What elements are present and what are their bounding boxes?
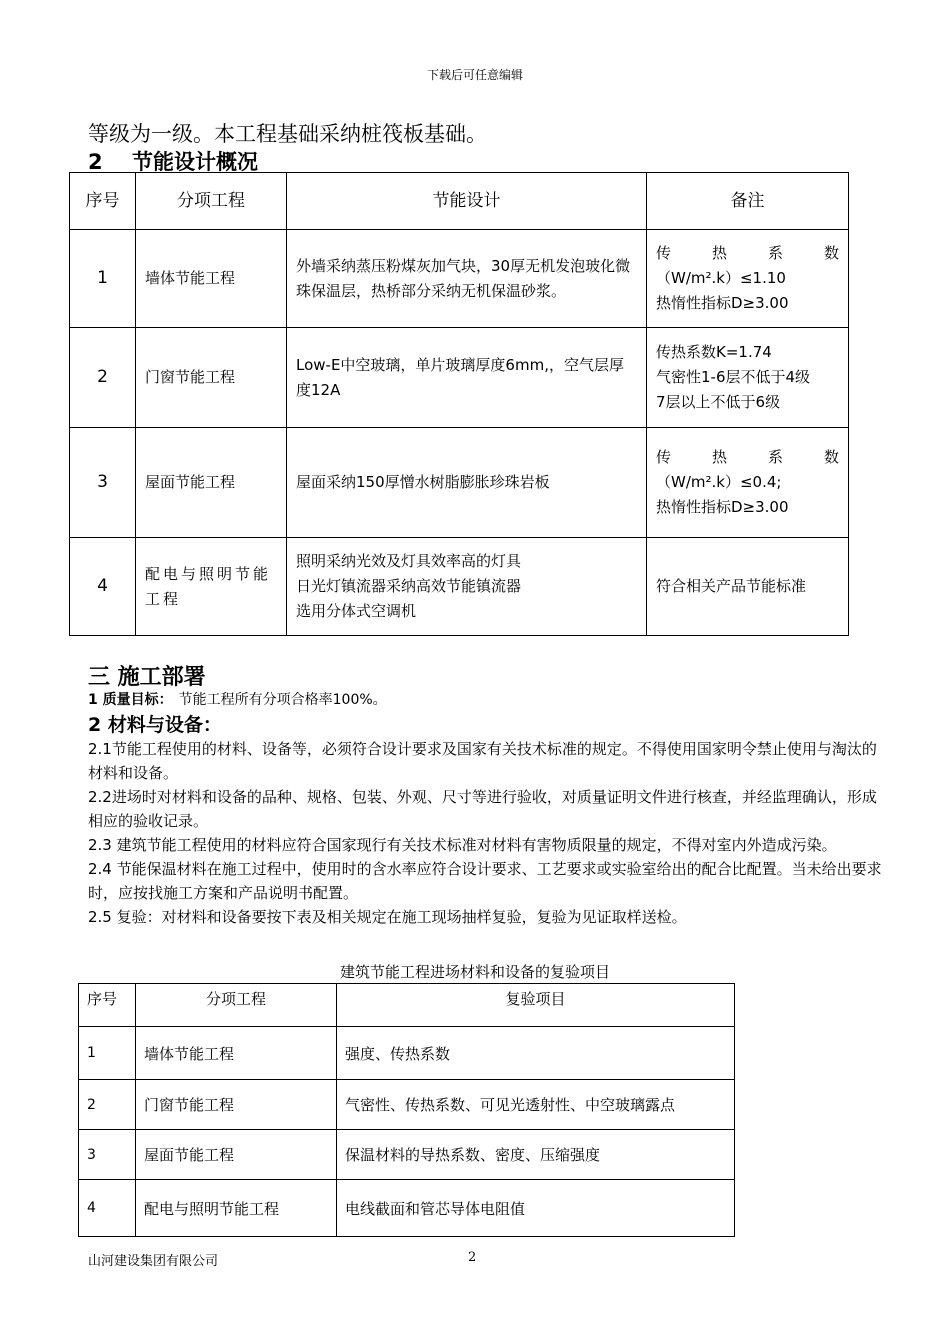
- row-test: 保温材料的导热系数、密度、压缩强度: [337, 1130, 735, 1180]
- note-line: 气密性1-6层不低于4级: [656, 368, 811, 386]
- header-note: 下载后可任意编辑: [426, 68, 523, 82]
- row-test: 气密性、传热系数、可见光透射性、中空玻璃露点: [337, 1080, 735, 1130]
- row-number: 1: [79, 1027, 136, 1080]
- section-title: 节能设计概况: [132, 150, 258, 174]
- paragraph: 2.4 节能保温材料在施工过程中，使用时的含水率应符合设计要求、工艺要求或实验室给出的配合比配置。当未给出要求时，应按找施工方案和产品说明书配置。: [88, 860, 882, 902]
- note-line: 符合相关产品节能标准: [656, 577, 807, 595]
- row-design: [287, 428, 647, 538]
- design-line: 屋面采纳150厚憎水树脂膨胀珍珠岩板: [296, 473, 550, 491]
- header-cell: 节能设计: [287, 173, 647, 230]
- paragraphs: [88, 737, 888, 929]
- note-line: （W/m².k）≤1.10: [656, 269, 786, 287]
- row-number: 3: [79, 1130, 136, 1180]
- footer-company: 山河建设集团有限公司: [88, 1254, 219, 1269]
- page-number: 2: [468, 1250, 477, 1265]
- energy-design-table: [69, 172, 849, 636]
- header-cell: 序号: [70, 173, 136, 230]
- row-note: [647, 328, 849, 428]
- quality-text: 节能工程所有分项合格率100%。: [178, 692, 387, 708]
- row-note: [647, 538, 849, 636]
- note-line: 热惰性指标D≥3.00: [656, 498, 789, 516]
- note-line: 热惰性指标D≥3.00: [656, 294, 789, 312]
- row-design: [287, 328, 647, 428]
- row-item: 屋面节能工程: [136, 1130, 337, 1180]
- table-row: [79, 1027, 735, 1080]
- paragraph: 2.2进场时对材料和设备的品种、规格、包装、外观、尺寸等进行验收，对质量证明文件进行核查，并经监理确认，形成相应的验收记录。: [88, 788, 877, 830]
- table-row: [79, 1130, 735, 1180]
- design-line: 选用分体式空调机: [296, 602, 417, 620]
- quality-label: 1 质量目标：: [88, 692, 173, 708]
- retest-table: [78, 983, 735, 1237]
- note-line: 7层以上不低于6级: [656, 393, 781, 411]
- row-note: [647, 428, 849, 538]
- row-item: 门窗节能工程: [136, 328, 287, 428]
- header-cell: 备注: [647, 173, 849, 230]
- table-header-row: [70, 173, 849, 230]
- row-item: 墙体节能工程: [136, 1027, 337, 1080]
- design-line: 日光灯镇流器采纳高效节能镇流器: [296, 577, 522, 595]
- section-number: 2: [88, 150, 103, 174]
- paragraph: 2.1节能工程使用的材料、设备等，必须符合设计要求及国家有关技术标准的规定。不得使用国家明令禁止使用与淘汰的材料和设备。: [88, 740, 877, 782]
- table-caption: 建筑节能工程进场材料和设备的复验项目: [339, 963, 610, 981]
- row-number: 4: [79, 1180, 136, 1237]
- table-header-row: [79, 984, 735, 1027]
- table-row: [70, 538, 849, 636]
- row-design: [287, 538, 647, 636]
- row-test: 强度、传热系数: [337, 1027, 735, 1080]
- row-number: 1: [70, 230, 136, 328]
- header-cell: 复验项目: [337, 984, 735, 1027]
- paragraph: 2.5 复验：对材料和设备要按下表及相关规定在施工现场抽样复验，复验为见证取样送检。: [88, 908, 687, 926]
- row-design: [287, 230, 647, 328]
- row-number: 3: [70, 428, 136, 538]
- design-line: 照明采纳光效及灯具效率高的灯具: [296, 552, 522, 570]
- table-row: [70, 328, 849, 428]
- design-line: 外墙采纳蒸压粉煤灰加气块，30厚无机发泡玻化微珠保温层，热桥部分采纳无机保温砂浆。: [296, 256, 631, 300]
- row-item: 墙体节能工程: [136, 230, 287, 328]
- header-cell: 分项工程: [136, 173, 287, 230]
- row-note: [647, 230, 849, 328]
- section3-heading: 三 施工部署: [88, 665, 206, 690]
- table-row: [79, 1080, 735, 1130]
- row-test: 电线截面和管芯导体电阻值: [337, 1180, 735, 1237]
- table-row: [79, 1180, 735, 1237]
- paragraph: 2.3 建筑节能工程使用的材料应符合国家现行有关技术标准对材料有害物质限量的规定，不得对室内外造成污染。: [88, 836, 837, 854]
- intro-line: 等级为一级。本工程基础采纳桩筏板基础。: [88, 122, 487, 146]
- note-line: 传热系数: [656, 244, 839, 262]
- note-line: （W/m².k）≤0.4;: [656, 473, 782, 491]
- header-cell: 分项工程: [136, 984, 337, 1027]
- row-number: 2: [79, 1080, 136, 1130]
- note-line: 传热系数K=1.74: [656, 343, 772, 361]
- row-number: 2: [70, 328, 136, 428]
- note-line: 传热系数: [656, 448, 839, 466]
- table-row: [70, 428, 849, 538]
- design-line: Low-E中空玻璃，单片玻璃厚度6mm,，空气层厚度12A: [296, 355, 624, 399]
- row-item: 配电与照明节能工程: [136, 538, 287, 636]
- row-item: 门窗节能工程: [136, 1080, 337, 1130]
- row-number: 4: [70, 538, 136, 636]
- row-item: 配电与照明节能工程: [136, 1180, 337, 1237]
- header-cell: 序号: [79, 984, 136, 1027]
- row-item: 屋面节能工程: [136, 428, 287, 538]
- quality-goal: [88, 689, 387, 709]
- materials-heading: 2 材料与设备：: [88, 714, 222, 736]
- table-row: [70, 230, 849, 328]
